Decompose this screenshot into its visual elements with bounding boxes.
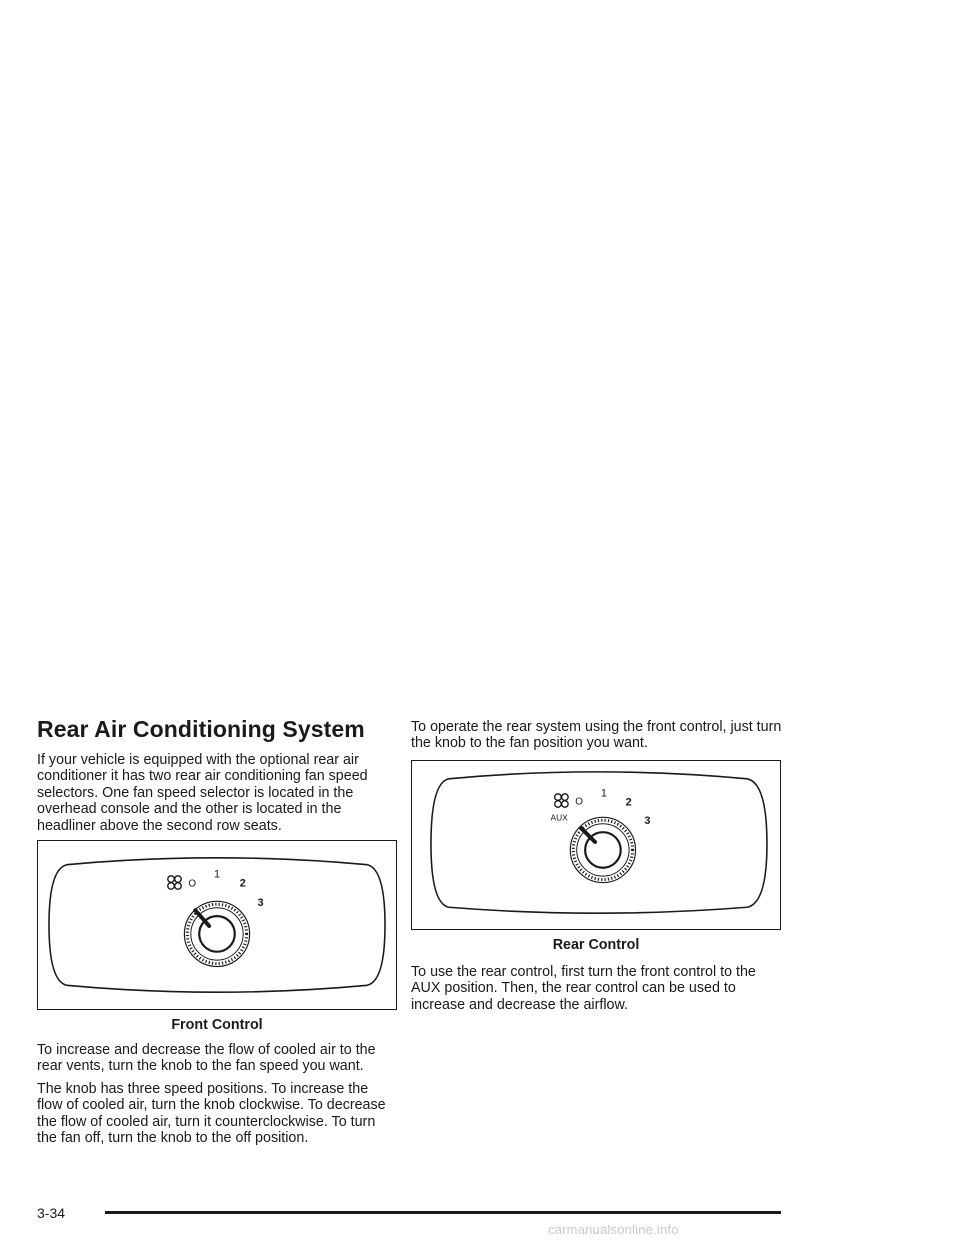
left-paragraph-2: To increase and decrease the flow of cooled air to the rear vents, turn the knob to the fan speed you want. (37, 1042, 376, 1075)
left-paragraph-3: The knob has three speed positions. To increase the flow of cooled air, turn the knob clockwise. To decrease the flow of cooled air, turn it counterclockwise. To turn the fan off, turn the knob to the off position. (37, 1081, 386, 1147)
off-symbol: O (575, 796, 583, 808)
watermark: carmanualsonline.info (548, 1222, 679, 1237)
fan-icon (555, 794, 568, 807)
speed-1-label: 1 (214, 868, 221, 881)
speed-2-label: 2 (625, 796, 632, 809)
speed-3-label: 3 (257, 897, 264, 910)
front-control-illustration (38, 841, 396, 1009)
page-number: 3-34 (37, 1205, 66, 1221)
right-paragraph-2: To use the rear control, first turn the front control to the AUX position. Then, the rear control can be used to increase and decrease the airflow. (411, 964, 756, 1013)
fan-speed-knob (184, 901, 249, 966)
section-title: Rear Air Conditioning System (37, 716, 365, 742)
footer-rule (105, 1211, 781, 1214)
rear-control-illustration (412, 761, 780, 929)
left-intro-paragraph: If your vehicle is equipped with the optional rear air conditioner it has two rear air conditioning fan speed selectors. One fan speed selector is located in the overhead console and the other is located in the headliner above the second row seats. (37, 752, 368, 834)
aux-label: AUX (550, 812, 568, 823)
speed-3-label: 3 (644, 815, 651, 828)
rear-control-figure (411, 760, 781, 930)
fan-speed-knob (570, 817, 635, 882)
speed-1-label: 1 (600, 787, 607, 800)
front-control-figure (37, 840, 397, 1010)
fan-icon (168, 876, 181, 889)
speed-2-label: 2 (239, 877, 246, 890)
front-control-caption: Front Control (171, 1017, 263, 1033)
right-intro-paragraph: To operate the rear system using the front control, just turn the knob to the fan position you want. (411, 719, 782, 752)
off-symbol: O (188, 878, 197, 890)
rear-control-caption: Rear Control (552, 937, 640, 953)
